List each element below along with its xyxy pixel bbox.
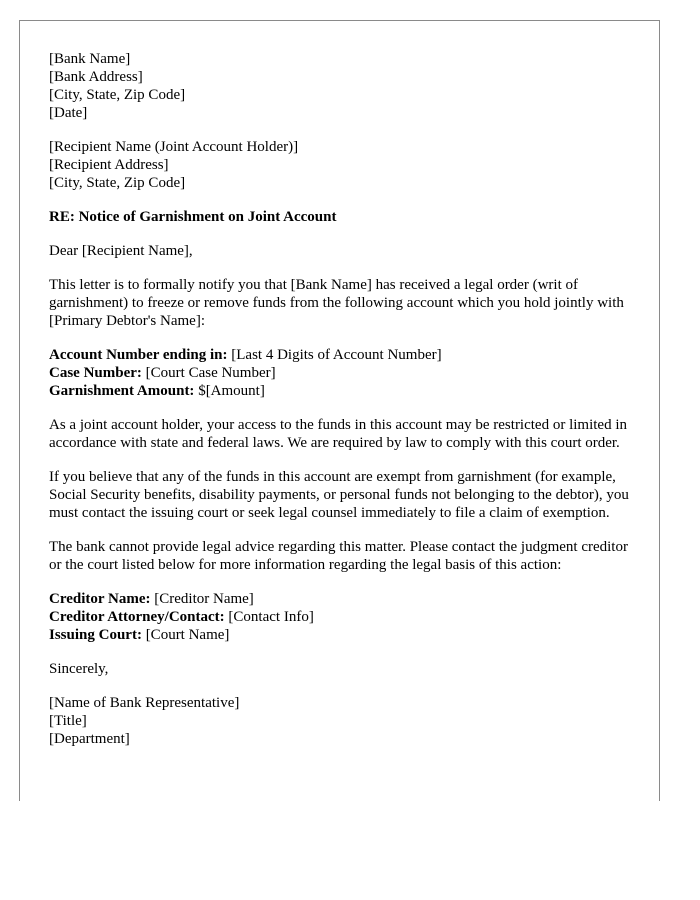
issuing-court-row — [49, 626, 630, 644]
account-number-row — [49, 346, 630, 364]
sender-city-state-zip: [City, State, Zip Code] — [49, 87, 186, 103]
letter-date: [Date] — [49, 105, 88, 121]
account-number-value: [Last 4 Digits of Account Number] — [227, 347, 442, 363]
garnishment-amount-label: Garnishment Amount: — [49, 383, 195, 399]
sender-bank-address: [Bank Address] — [49, 69, 143, 85]
creditor-contact-value: [Contact Info] — [224, 609, 314, 625]
garnishment-amount-row — [49, 382, 630, 400]
paragraph-legal-advice: The bank cannot provide legal advice regarding this matter. Please contact the judgment creditor or the court listed below for more information regarding the legal basis of this action: — [49, 539, 628, 573]
signature-title: [Title] — [49, 713, 87, 729]
recipient-city-state-zip: [City, State, Zip Code] — [49, 175, 186, 191]
paragraph-joint-holder: As a joint account holder, your access to the funds in this account may be restricted or limited in accordance with state and federal laws. We are required by law to comply with this court order. — [49, 417, 627, 451]
case-number-value: [Court Case Number] — [141, 365, 276, 381]
letter-page — [19, 20, 660, 801]
subject-line: RE: Notice of Garnishment on Joint Account — [49, 209, 337, 225]
salutation: Dear [Recipient Name], — [49, 243, 193, 259]
recipient-name: [Recipient Name (Joint Account Holder)] — [49, 139, 299, 155]
creditor-details-block — [49, 590, 630, 644]
sender-address-block — [49, 50, 630, 122]
creditor-contact-row — [49, 608, 630, 626]
creditor-name-value: [Creditor Name] — [150, 591, 254, 607]
creditor-name-label: Creditor Name: — [49, 591, 151, 607]
signature-name: [Name of Bank Representative] — [49, 695, 240, 711]
closing: Sincerely, — [49, 661, 109, 677]
recipient-address: [Recipient Address] — [49, 157, 169, 173]
recipient-address-block — [49, 138, 630, 192]
case-number-label: Case Number: — [49, 365, 142, 381]
account-details-block — [49, 346, 630, 400]
creditor-contact-label: Creditor Attorney/Contact: — [49, 609, 225, 625]
issuing-court-label: Issuing Court: — [49, 627, 142, 643]
garnishment-amount-value: $[Amount] — [194, 383, 265, 399]
sender-bank-name: [Bank Name] — [49, 51, 131, 67]
creditor-name-row — [49, 590, 630, 608]
signature-block — [49, 694, 630, 748]
account-number-label: Account Number ending in: — [49, 347, 228, 363]
signature-department: [Department] — [49, 731, 130, 747]
issuing-court-value: [Court Name] — [141, 627, 230, 643]
paragraph-notification: This letter is to formally notify you that [Bank Name] has received a legal order (writ of garnishment) to freeze or remove funds from the following account which you hold jointly with [Primary Debtor's Name]: — [49, 277, 624, 329]
paragraph-exemption: If you believe that any of the funds in this account are exempt from garnishment (for example, Social Security benefits, disability payments, or personal funds not belonging to the debtor), you must contact the issuing court or seek legal counsel immediately to file a claim of exemption. — [49, 469, 629, 521]
case-number-row — [49, 364, 630, 382]
